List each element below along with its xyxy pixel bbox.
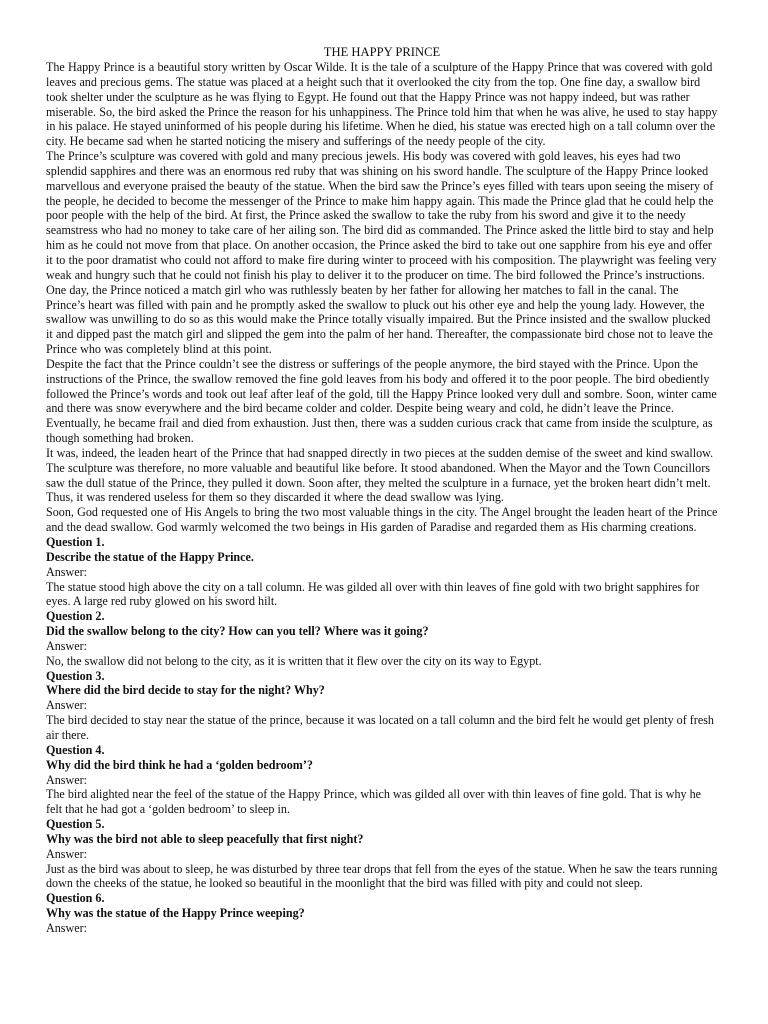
story-section [46, 60, 718, 535]
questions-section [46, 535, 718, 936]
question-text: Why did the bird think he had a ‘golden bedroom’? [46, 757, 313, 772]
question-block [46, 891, 718, 936]
answer-text: Just as the bird was about to sleep, he was disturbed by three tear drops that fell from the eyes of the statue. When he saw the tears running down the cheeks of the statue, he looked so beautiful in the moonlight that the bird was filled with pity and could not sleep. [46, 861, 718, 891]
answer-label: Answer: [46, 564, 87, 579]
document-page [46, 44, 718, 936]
question-block [46, 535, 718, 609]
question-text: Did the swallow belong to the city? How can you tell? Where was it going? [46, 624, 429, 639]
story-paragraph: It was, indeed, the leaden heart of the Prince that had snapped directly in two pieces at the sudden demise of the sweet and kind swallow. The sculpture was therefore, no more valuable and beautiful like before. It stood abandoned. When the Mayor and the Town Councillors saw the dull statue of the Prince, they pulled it down. Soon after, they melted the sculpture in a furnace, yet the broken heart didn’t melt. Thus, it was rendered useless for them so they discarded it where the dead swallow was lying. [46, 445, 714, 505]
question-block [46, 817, 718, 891]
answer-text: The statue stood high above the city on a tall column. He was gilded all over with thin leaves of fine gold with two bright sapphires for eyes. A large red ruby glowed on his sword hilt. [46, 579, 700, 609]
answer-text: The bird alighted near the feel of the statue of the Happy Prince, which was gilded all over with thin leaves of fine gold. That is why he felt that he had got a ‘golden bedroom’ to sleep in. [46, 787, 701, 817]
answer-label: Answer: [46, 638, 87, 653]
question-block [46, 743, 718, 817]
story-paragraph: The Prince’s sculpture was covered with gold and many precious jewels. His body was covered with gold leaves, his eyes had two splendid sapphires and there was an enormous red ruby that was shining on his sword handle. The sculpture of the Happy Prince looked marvellous and everyone praised the beauty of the statue. When the bird saw the Prince’s eyes filled with tears upon seeing the misery of the people, he decided to become the messenger of the Prince to make him happy again. This made the Prince glad that he could help the poor people with the help of the bird. At first, the Prince asked the swallow to take the ruby from his sword and give it to the needy seamstress who had no money to take care of her ailing son. The bird did as commanded. The Prince asked the little bird to stay and help him as he could not move from that place. On another occasion, the Prince asked the bird to take out one sapphire from his eye and offer it to the poor dramatist who could not afford to make fire during winter to proceed with his composition. The playwright was feeling very weak and hungry such that he could not finish his play to deliver it to the producer on time. The bird followed the Prince’s instructions. [46, 149, 717, 282]
page-title: THE HAPPY PRINCE [323, 45, 441, 59]
question-text: Why was the bird not able to sleep peacefully that first night? [46, 831, 364, 846]
story-paragraph: The Happy Prince is a beautiful story written by Oscar Wilde. It is the tale of a sculpture of the Happy Prince that was covered with gold leaves and precious gems. The statue was placed at a height such that it overlooked the city from the top. One fine day, a swallow bird took shelter under the sculpture as he was flying to Egypt. He found out that the Happy Prince was not happy indeed, but was rather miserable. So, the bird asked the Prince the reason for his unhappiness. The Prince told him that when he was alive, he used to stay happy in his palace. He stayed uninformed of his people during his lifetime. When he died, his statue was erected high on a tall column over the city. He became sad when he started noticing the misery and sufferings of the needy people of the city. [46, 60, 718, 149]
answer-label: Answer: [46, 846, 87, 861]
question-label: Question 6. [46, 891, 105, 906]
question-label: Question 4. [46, 742, 105, 757]
answer-label: Answer: [46, 698, 87, 713]
answer-label: Answer: [46, 772, 87, 787]
answer-label: Answer: [46, 920, 87, 935]
answer-text: The bird decided to stay near the statue of the prince, because it was located on a tall column and the bird felt he would get plenty of fresh air there. [46, 713, 714, 742]
question-block [46, 669, 718, 743]
question-text: Describe the statue of the Happy Prince. [46, 549, 254, 564]
story-paragraph: Soon, God requested one of His Angels to bring the two most valuable things in the city. The Angel brought the leaden heart of the Prince and the dead swallow. God warmly welcomed the two beings in His garden of Paradise and regarded them as His charming creations. [46, 505, 718, 535]
question-block [46, 609, 718, 668]
question-text: Where did the bird decide to stay for the night? Why? [46, 683, 325, 698]
story-paragraph: Despite the fact that the Prince couldn’t see the distress or sufferings of the people anymore, the bird stayed with the Prince. Upon the instructions of the Prince, the swallow removed the fine gold leaves from his body and offered it to the poor people. The bird obediently followed the Prince’s words and took out leaf after leaf of the gold, till the Happy Prince looked very dull and sombre. Soon, winter came and there was snow everywhere and the bird became colder and colder. Despite being weary and cold, he didn’t leave the Prince. Eventually, he became frail and died from exhaustion. Just then, there was a sudden curious crack that came from inside the sculpture, as though something had broken. [46, 356, 717, 446]
question-label: Question 1. [46, 535, 105, 549]
question-label: Question 2. [46, 609, 105, 624]
story-paragraph: One day, the Prince noticed a match girl who was ruthlessly beaten by her father for allowing her matches to fall in the canal. The Prince’s heart was filled with pain and he promptly asked the swallow to pluck out his other eye and help the young lady. However, the swallow was unwilling to do so as this would make the Prince totally visually impaired. But the Prince insisted and the swallow plucked it and dipped past the match girl and slipped the gem into the palm of her hand. Thereafter, the compassionate bird chose not to leave the Prince who was completely blind at this point. [46, 282, 713, 357]
question-label: Question 5. [46, 817, 105, 832]
question-text: Why was the statue of the Happy Prince weeping? [46, 906, 305, 921]
answer-text: No, the swallow did not belong to the city, as it is written that it flew over the city on its way to Egypt. [46, 653, 542, 668]
question-label: Question 3. [46, 668, 105, 683]
